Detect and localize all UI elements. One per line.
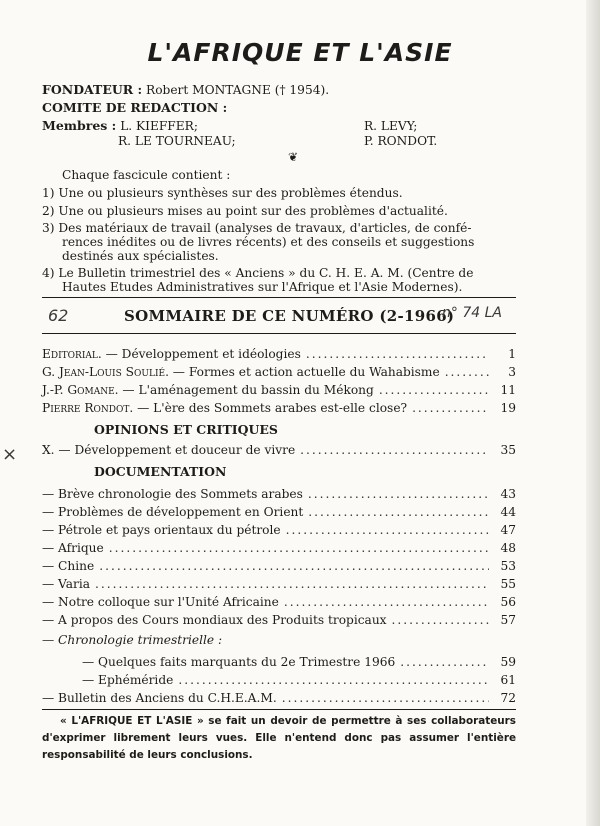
toc-entry: Pierre Rondot. — L'ère des Sommets arabes est-elle close? ..... 19	[42, 401, 516, 415]
toc-entry	[42, 595, 516, 609]
toc-author: Pierre Rondot.	[42, 401, 134, 415]
contents-item: 4) Le Bulletin trimestriel des « Anciens » du C. H. E. A. M. (Centre de	[42, 266, 474, 280]
toc-page: 35	[500, 443, 516, 457]
toc-page: 47	[500, 523, 516, 537]
toc-author: J.-P. Gomane.	[42, 383, 119, 397]
toc-title: — Pétrole et pays orientaux du pétrole	[42, 523, 281, 537]
toc-title: — Notre colloque sur l'Unité Africaine	[42, 595, 279, 609]
toc-page: 53	[500, 559, 516, 573]
toc-entry: J.-P. Gomane. — L'aménagement du bassin du Mékong ..... 11	[42, 383, 516, 397]
toc-leader	[308, 487, 489, 501]
toc-title: — Ephéméride	[82, 673, 174, 687]
toc-leader	[400, 655, 489, 669]
membre-name: R. LEVY;	[364, 119, 418, 133]
toc-entry	[42, 577, 516, 591]
toc-entry	[42, 613, 516, 627]
toc-title: — Bulletin des Anciens du C.H.E.A.M.	[42, 691, 277, 705]
handwritten-number: 62	[48, 306, 69, 325]
opinions-heading: OPINIONS ET CRITIQUES	[94, 422, 278, 437]
toc-entry	[42, 505, 516, 519]
toc-page: 55	[500, 577, 516, 591]
membre-name: P. RONDOT.	[364, 134, 438, 148]
toc-title: — Afrique	[42, 541, 104, 555]
membres-label: Membres :	[42, 118, 117, 133]
toc-title: L'aménagement du bassin du Mékong	[138, 383, 374, 397]
toc-leader	[282, 691, 489, 705]
toc-title: — Varia	[42, 577, 90, 591]
contents-item-cont: Hautes Etudes Administratives sur l'Afrique et l'Asie Modernes).	[62, 280, 463, 294]
masthead-title: L'AFRIQUE ET L'ASIE	[147, 38, 453, 67]
toc-author: Editorial.	[42, 347, 102, 361]
toc-leader	[300, 443, 489, 457]
contents-intro: Chaque fascicule contient :	[62, 168, 231, 182]
toc-title: L'ère des Sommets arabes est-elle close?	[153, 401, 408, 415]
toc-title: Développement et idéologies	[121, 347, 301, 361]
toc-entry	[42, 487, 516, 501]
contents-item-cont: rences inédites ou de livres récents) et des conseils et suggestions	[62, 235, 475, 249]
toc-page: 19	[500, 401, 516, 415]
toc-page: 1	[508, 347, 516, 361]
margin-mark: ×	[2, 444, 18, 465]
toc-leader	[284, 595, 489, 609]
membres-line-1	[42, 119, 198, 133]
toc-entry	[82, 655, 516, 669]
toc-leader	[286, 523, 489, 537]
contents-item: 2) Une ou plusieurs mises au point sur des problèmes d'actualité.	[42, 204, 448, 218]
handwritten-note: n° 74 LA	[442, 305, 502, 321]
toc-entry	[42, 559, 516, 573]
toc-entry	[42, 523, 516, 537]
membre-name: R. LE TOURNEAU;	[118, 134, 236, 148]
editorial-disclaimer: « L'AFRIQUE ET L'ASIE » se fait un devoir de permettre à ses collaborateurs d'exprimer librement leurs vues. Elle n'entend donc pas assumer l'entière responsabilité de leurs conclusions.	[42, 715, 516, 761]
sommaire-title: SOMMAIRE DE CE NUMÉRO (2-1966)	[124, 307, 455, 325]
contents-item: 3) Des matériaux de travail (analyses de travaux, d'articles, de confé-	[42, 221, 472, 235]
toc-page: 57	[500, 613, 516, 627]
fondateur-name: Robert MONTAGNE († 1954).	[146, 83, 330, 97]
toc-leader	[412, 401, 489, 415]
toc-leader	[95, 577, 489, 591]
toc-entry: G. Jean-Louis Soulié. — Formes et action actuelle du Wahabisme ..... 3	[42, 365, 516, 379]
divider-rule	[42, 333, 516, 334]
toc-title: — Brève chronologie des Sommets arabes	[42, 487, 303, 501]
fondateur-label: FONDATEUR :	[42, 82, 143, 97]
toc-page: 3	[508, 365, 516, 379]
toc-title: Formes et action actuelle du Wahabisme	[188, 365, 440, 379]
toc-leader	[306, 347, 489, 361]
toc-page: 72	[500, 691, 516, 705]
toc-leader	[99, 559, 489, 573]
toc-title: — A propos des Cours mondiaux des Produits tropicaux	[42, 613, 387, 627]
contents-item: 1) Une ou plusieurs synthèses sur des problèmes étendus.	[42, 186, 403, 200]
divider-rule	[42, 297, 516, 298]
toc-leader	[392, 613, 489, 627]
toc-page: 11	[500, 383, 516, 397]
toc-leader	[379, 383, 489, 397]
fleuron-ornament-icon: ❦	[288, 150, 299, 164]
toc-entry	[42, 691, 516, 705]
toc-page: 43	[500, 487, 516, 501]
toc-title: — Quelques faits marquants du 2e Trimestre 1966	[82, 655, 396, 669]
toc-entry	[42, 541, 516, 555]
toc-leader	[178, 673, 489, 687]
toc-page: 56	[500, 595, 516, 609]
toc-page: 48	[500, 541, 516, 555]
divider-rule	[42, 709, 516, 710]
toc-page: 44	[500, 505, 516, 519]
toc-entry	[82, 673, 516, 687]
toc-title: X. — Développement et douceur de vivre	[42, 443, 296, 457]
toc-page: 59	[500, 655, 516, 669]
toc-leader	[308, 505, 489, 519]
toc-title: — Problèmes de développement en Orient	[42, 505, 304, 519]
toc-entry: Editorial. — Développement et idéologies ..... 1	[42, 347, 516, 361]
fondateur-line	[42, 83, 329, 97]
membre-name: L. KIEFFER;	[120, 119, 198, 133]
comite-heading: COMITE DE REDACTION :	[42, 100, 228, 115]
toc-page: 61	[500, 673, 516, 687]
toc-author: G. Jean-Louis Soulié.	[42, 365, 169, 379]
chronologie-heading: — Chronologie trimestrielle :	[42, 633, 223, 647]
contents-item-cont: destinés aux spécialistes.	[62, 249, 219, 263]
documentation-heading: DOCUMENTATION	[94, 464, 227, 479]
page-edge-shadow	[586, 0, 600, 826]
toc-leader	[445, 365, 489, 379]
toc-leader	[109, 541, 489, 555]
toc-title: — Chine	[42, 559, 95, 573]
toc-entry	[42, 443, 516, 457]
